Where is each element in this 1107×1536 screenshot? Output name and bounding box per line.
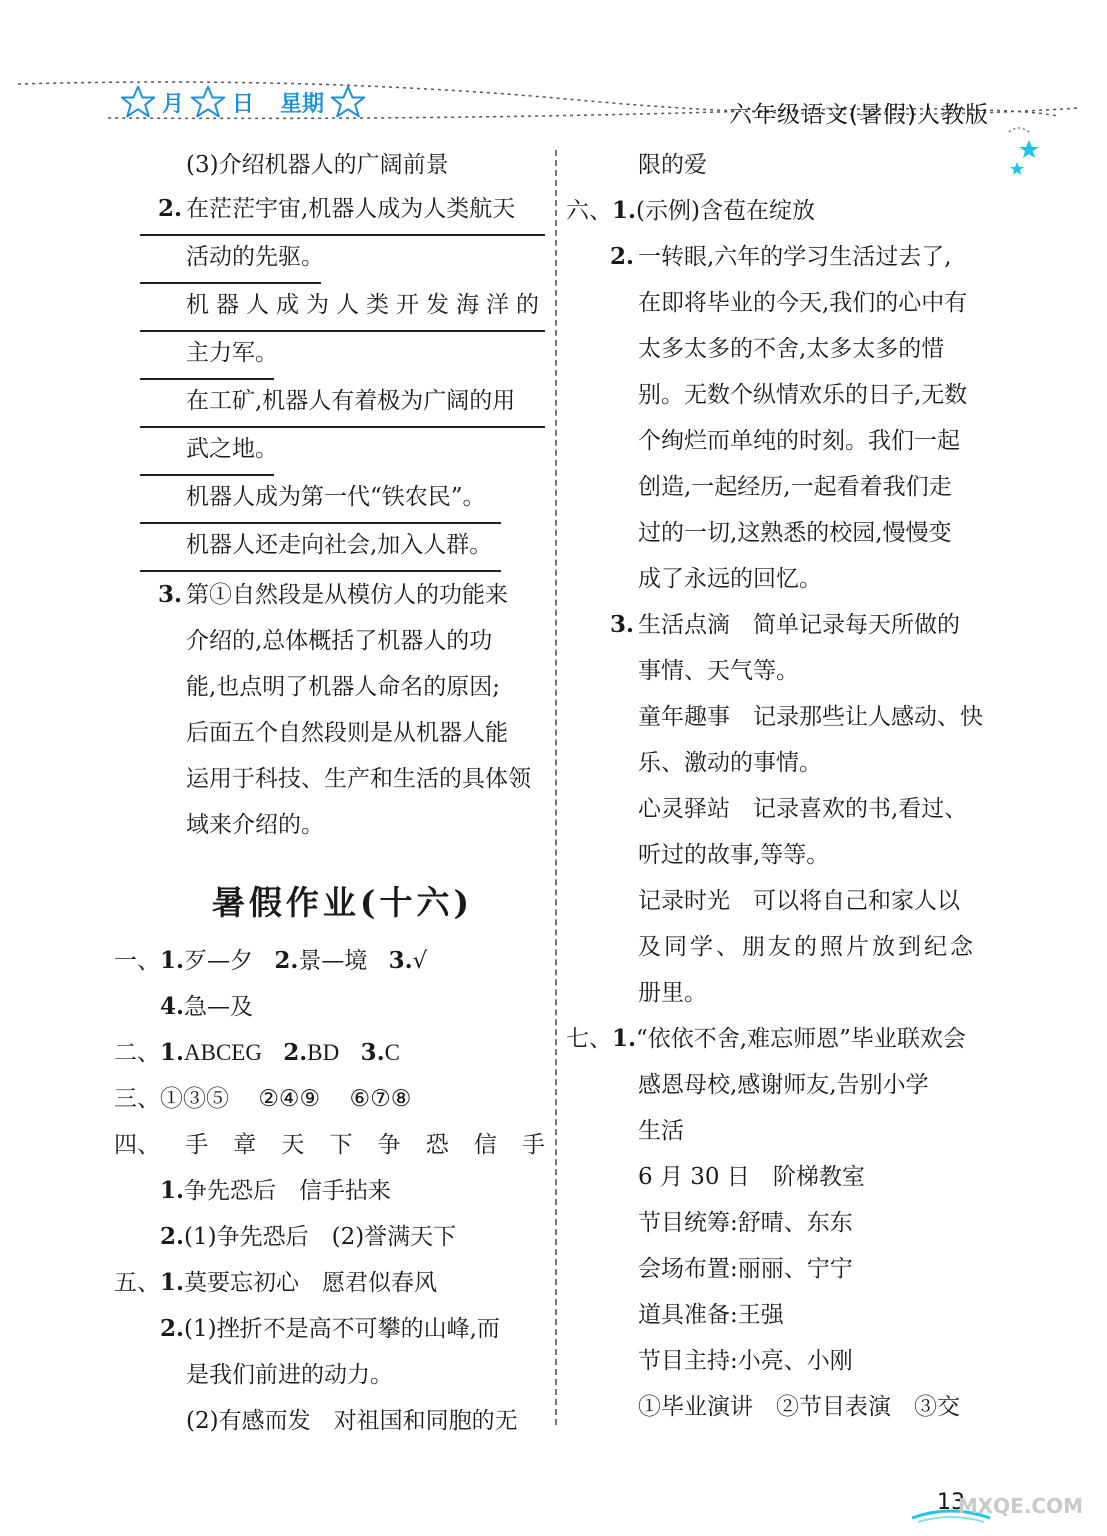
answer-line: 能,也点明了机器人命名的原因;: [186, 674, 501, 700]
answer-line-underlined: 在工矿,机器人有着极为广阔的用: [140, 380, 545, 428]
answer-text: C: [384, 1040, 400, 1065]
item-number: 1.: [612, 1025, 637, 1052]
watermark: MXQE.COM: [957, 1494, 1083, 1518]
answer-line: (2)有感而发 对祖国和同胞的无: [186, 1408, 518, 1434]
answer-line: 生活: [638, 1118, 684, 1144]
answer-line: [140, 1168, 545, 1214]
answer-line: 是我们前进的动力。: [186, 1362, 393, 1388]
answer-text: 争先恐后 信手拈来: [184, 1178, 392, 1204]
item-number: 2.: [160, 1223, 185, 1250]
answer-line-underlined: 机器人还走向社会,加入人群。: [140, 524, 501, 572]
star-icon: [190, 84, 226, 120]
answer-line: 创造,一起经历,一起看着我们走: [638, 474, 952, 500]
month-label: 月: [162, 91, 185, 117]
answer-line: 6 月 30 日 阶梯教室: [638, 1164, 865, 1190]
answer-char: 手: [185, 1132, 209, 1158]
answer-char: 争: [377, 1132, 401, 1158]
answer-line-underlined: [140, 188, 545, 236]
item-number: 1.: [160, 947, 185, 974]
day-label: 日: [232, 91, 255, 117]
answer-line: [114, 1260, 545, 1306]
section-title: 暑假作业(十六): [211, 883, 474, 922]
item-number: 2.: [274, 947, 299, 974]
answer-line: [140, 572, 545, 618]
answer-line: 成了永远的回忆。: [638, 566, 822, 592]
answer-line: 乐、激动的事情。: [638, 750, 822, 776]
answer-line-underlined: 机器人成为第一代“铁农民”。: [140, 476, 501, 524]
book-title: 六年级语文(暑假)人教版: [729, 102, 989, 128]
answer-line: 在即将毕业的今天,我们的心中有: [638, 290, 968, 316]
answer-line-underlined: 活动的先驱。: [140, 236, 321, 284]
item-number: 2.: [160, 1315, 185, 1342]
item-number: 3.: [360, 1039, 385, 1066]
weekday-label: 星期: [280, 91, 325, 117]
answer-line: [114, 1076, 545, 1122]
item-number: 2.: [283, 1039, 308, 1066]
answer-line: [592, 234, 992, 280]
answer-text: (1)挫折不是高不可攀的山峰,而: [184, 1316, 500, 1342]
answer-text: 景—境: [298, 948, 368, 974]
answer-text: BD: [307, 1040, 340, 1065]
answer-line: [140, 1306, 545, 1352]
answer-char: 天: [281, 1132, 305, 1158]
answer-char: 章: [233, 1132, 257, 1158]
answer-line: 过的一切,这熟悉的校园,慢慢变: [638, 520, 952, 546]
answer-line: 节目主持:小亮、小刚: [638, 1348, 853, 1374]
answer-line: 后面五个自然段则是从机器人能: [186, 720, 508, 746]
answer-text: (1)争先恐后 (2)誉满天下: [184, 1224, 457, 1250]
answer-line: [566, 1016, 992, 1062]
answer-line: 童年趣事 记录那些让人感动、快: [638, 704, 983, 730]
answer-line: 太多太多的不舍,太多太多的惜: [638, 336, 945, 362]
section-marker: 一、: [114, 948, 160, 974]
left-column: [114, 142, 546, 1444]
answer-char: 下: [329, 1132, 353, 1158]
answer-line: [114, 938, 545, 984]
answer-line: (3)介绍机器人的广阔前景: [186, 152, 449, 178]
answer-line: [140, 1214, 545, 1260]
section-marker: 五、: [114, 1270, 160, 1296]
section-marker: 三、: [114, 1086, 160, 1112]
answer-text: “依依不舍,难忘师恩”毕业联欢会: [636, 1026, 966, 1052]
answer-text: √: [412, 948, 428, 974]
section-marker: 四、: [114, 1132, 160, 1158]
answer-line: [114, 1122, 545, 1168]
section-marker: 二、: [114, 1040, 160, 1066]
answer-line: 册里。: [638, 980, 707, 1006]
answer-char: 信: [473, 1132, 497, 1158]
star-icon: [120, 84, 156, 120]
right-column: [566, 142, 992, 1430]
answer-line: 别。无数个纵情欢乐的日子,无数: [638, 382, 968, 408]
answer-line: 节目统筹:舒晴、东东: [638, 1210, 853, 1236]
item-number: 3.: [610, 611, 635, 638]
item-number: 2.: [610, 243, 635, 270]
answer-line-underlined: 武之地。: [140, 428, 274, 476]
answer-line: 限的爱: [638, 152, 707, 178]
item-number: 2.: [158, 195, 183, 222]
answer-char: 手: [522, 1132, 545, 1158]
answer-line: 感恩母校,感谢师友,告别小学: [638, 1072, 929, 1098]
answer-text: ②④⑨: [258, 1086, 321, 1112]
item-number: 4.: [160, 993, 185, 1020]
answer-line: 心灵驿站 记录喜欢的书,看过、: [638, 796, 968, 822]
answer-text: ⑥⑦⑧: [349, 1086, 412, 1112]
section-marker: 六、: [566, 198, 612, 224]
answer-line: 记录时光 可以将自己和家人以: [638, 888, 960, 914]
page-number: 13: [937, 1490, 965, 1515]
item-number: 1.: [160, 1177, 185, 1204]
answer-char: 恐: [425, 1132, 449, 1158]
answer-line-underlined: 主力军。: [140, 332, 274, 380]
answer-text: 莫要忘初心 愿君似春风: [184, 1270, 438, 1296]
answer-text: (示例)含苞在绽放: [636, 198, 815, 224]
answer-line: 域来介绍的。: [186, 812, 324, 838]
answer-text: 急—及: [184, 994, 254, 1020]
answer-text: 一转眼,六年的学习生活过去了,: [638, 244, 952, 270]
item-number: 3.: [388, 947, 413, 974]
answer-line: ①毕业演讲 ②节目表演 ③交: [638, 1394, 960, 1420]
answer-line: [114, 1030, 545, 1076]
answer-line: 听过的故事,等等。: [638, 842, 830, 868]
answer-text: 机器人成为人类开发海洋的: [186, 292, 546, 318]
item-number: 1.: [160, 1269, 185, 1296]
item-number: 3.: [158, 581, 183, 608]
item-number: 1.: [612, 197, 637, 224]
answer-text: 生活点滴 简单记录每天所做的: [638, 612, 960, 638]
answer-line: 介绍的,总体概括了机器人的功: [186, 628, 493, 654]
answer-line: 事情、天气等。: [638, 658, 799, 684]
answer-line: [592, 602, 992, 648]
date-field-group: [120, 82, 366, 122]
item-number: 1.: [160, 1039, 185, 1066]
column-divider: [555, 150, 557, 1425]
answer-text: 歹—夕: [184, 948, 254, 974]
star-icon: [330, 84, 366, 120]
answer-line: 及同学、朋友的照片放到纪念: [638, 934, 976, 960]
answer-line: 个绚烂而单纯的时刻。我们一起: [638, 428, 960, 454]
section-marker: 七、: [566, 1026, 612, 1052]
answer-line: 道具准备:王强: [638, 1302, 784, 1328]
answer-line-underlined: [140, 284, 545, 332]
answer-text: 在茫茫宇宙,机器人成为人类航天: [186, 196, 516, 222]
answer-line: 会场布置:丽丽、宁宁: [638, 1256, 853, 1282]
answer-text: ①③⑤: [160, 1086, 229, 1112]
answer-text: 第①自然段是从模仿人的功能来: [186, 582, 508, 608]
answer-line: [140, 984, 545, 1030]
answer-line: [566, 188, 992, 234]
answer-text: ABCEG: [184, 1040, 262, 1065]
answer-line: 运用于科技、生产和生活的具体领: [186, 766, 531, 792]
decorative-stars-icon: [1003, 124, 1043, 184]
